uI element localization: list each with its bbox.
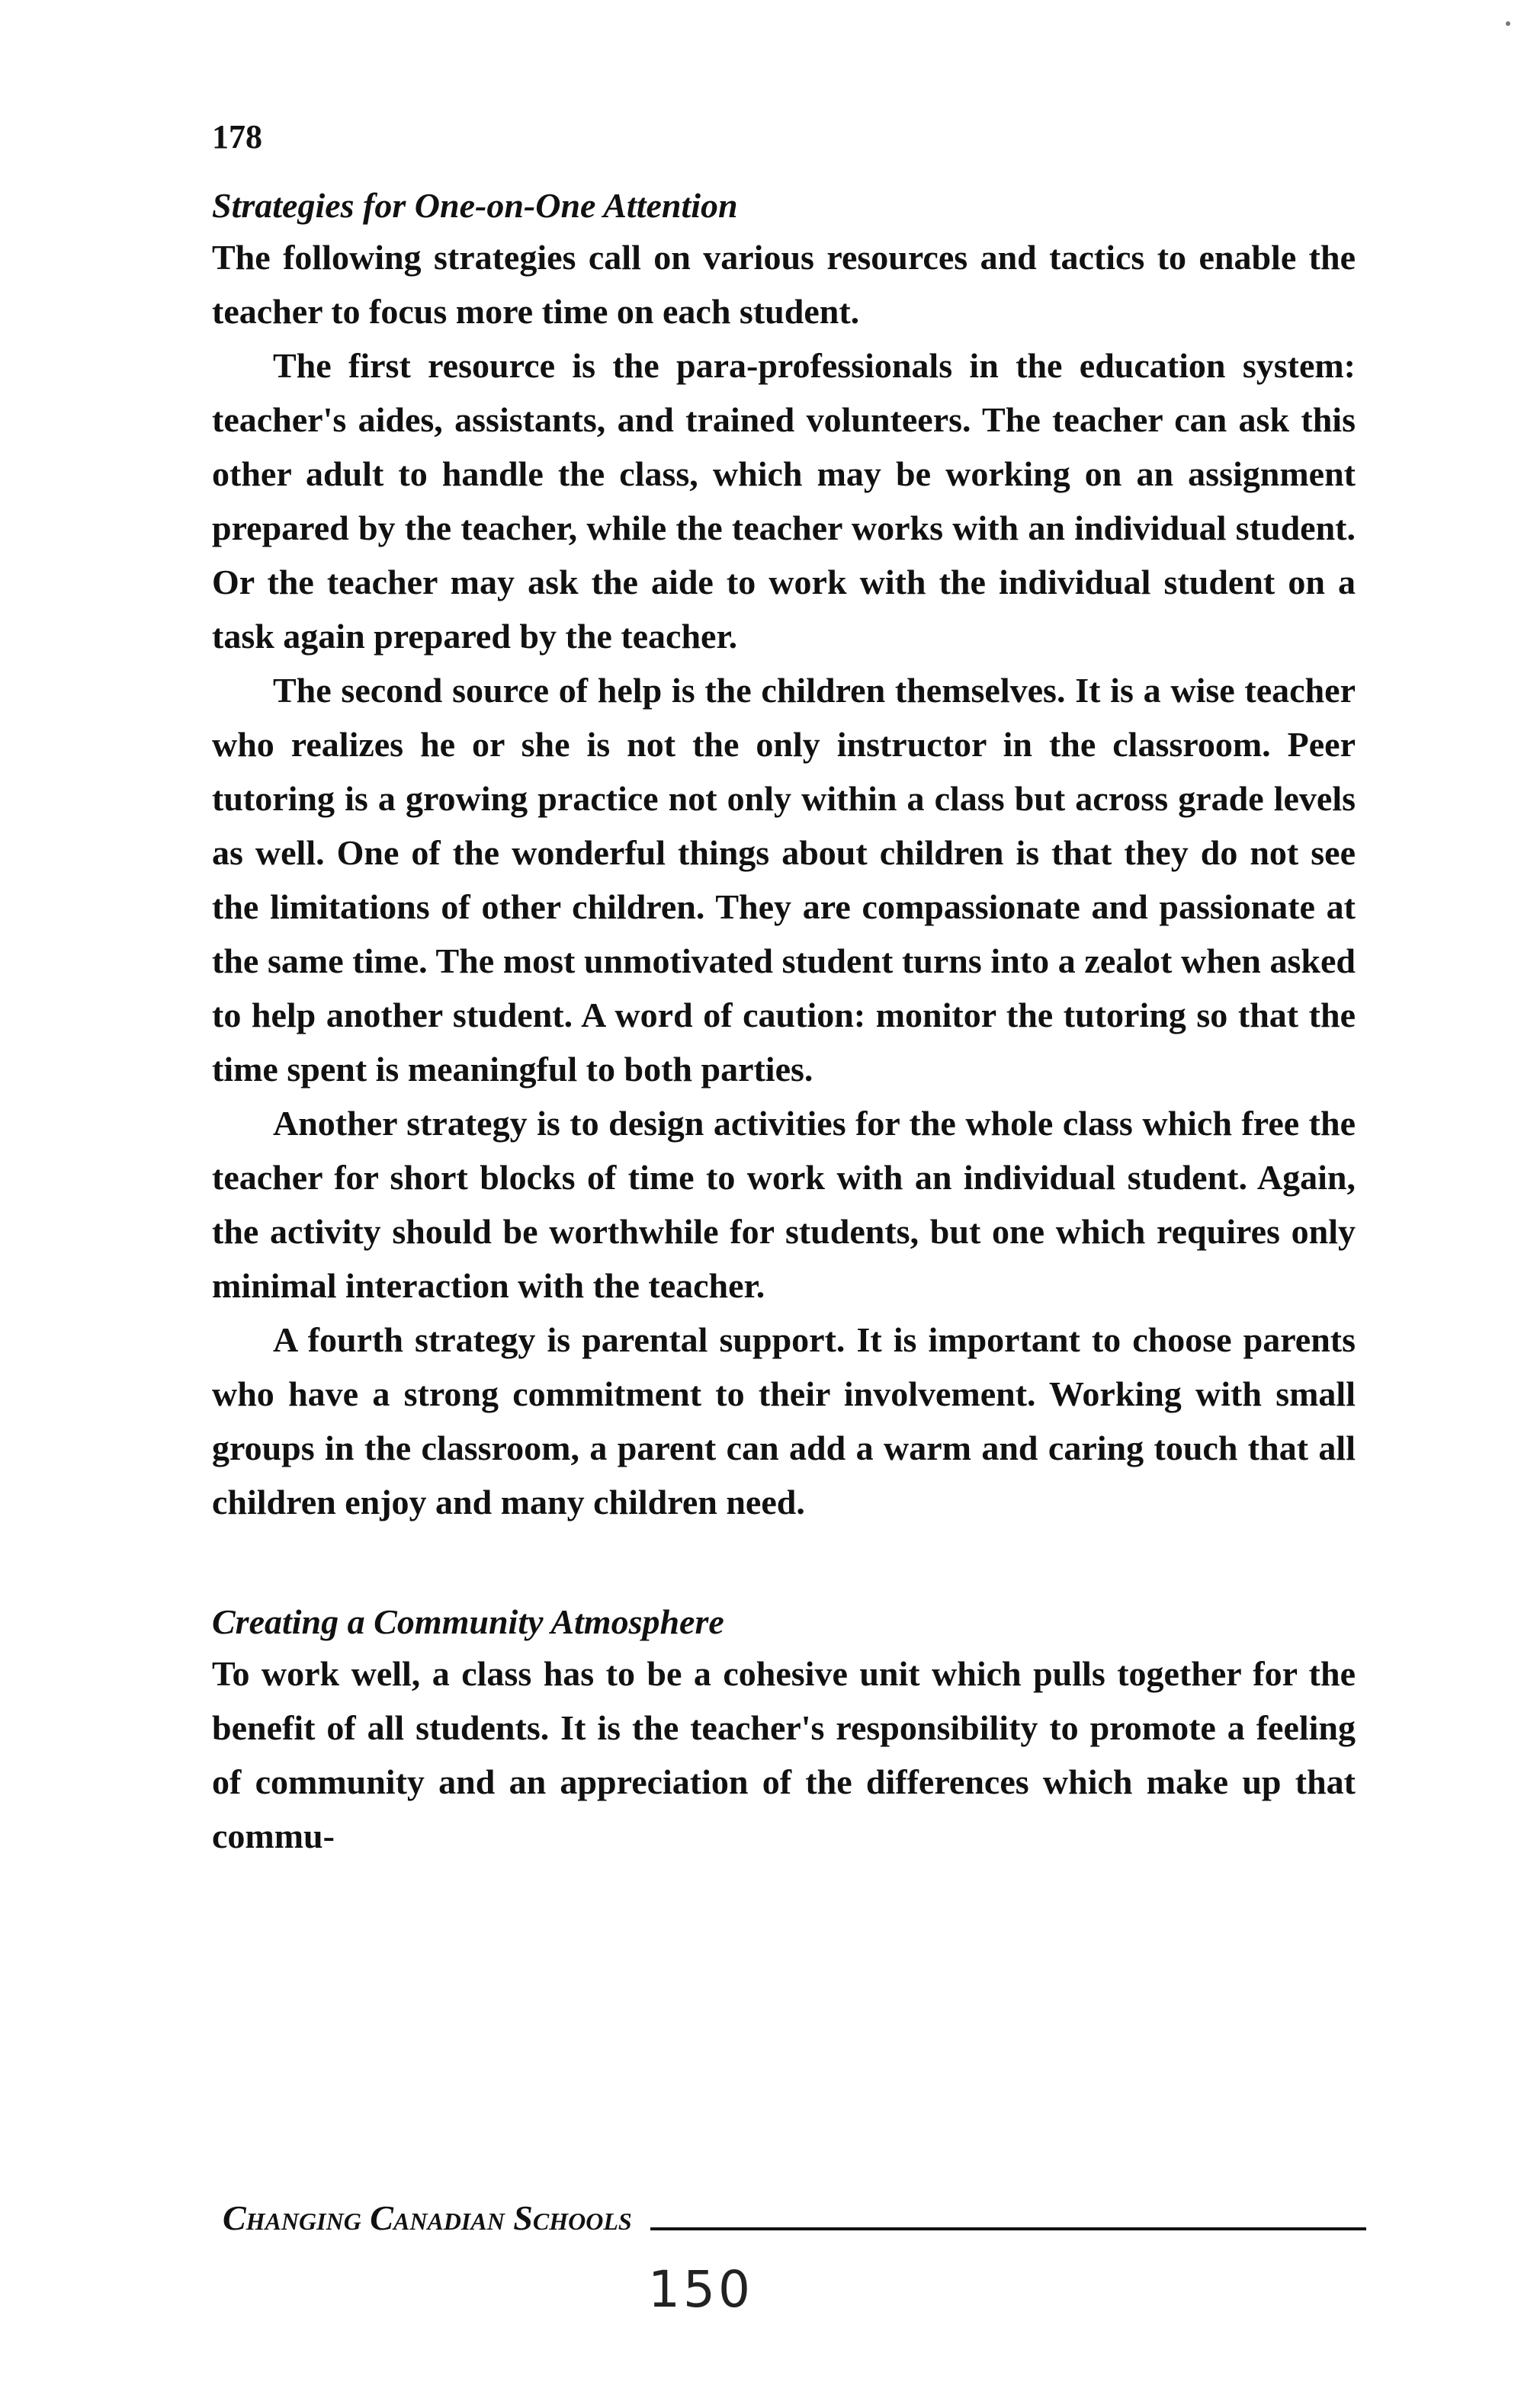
section-heading: Strategies for One-on-One Attention [212,186,738,225]
section-spacer [212,1529,1356,1598]
paragraph: Another strategy is to design activities for the whole class which free the teacher for short blocks of time to work with an individual student. Again, the activity should be worthwhile for students, but one which requires only minimal interaction with the teacher. [212,1104,1356,1305]
archive-stamp-number: 150 [648,2260,753,2319]
book-page [212,114,1356,1863]
running-footer [223,2195,1366,2241]
section-community-atmosphere [212,1598,1356,1863]
paragraph: The following strategies call on various resources and tactics to enable the teacher to focus more time on each student. [212,238,1356,331]
paragraph: A fourth strategy is parental support. It is important to choose parents who have a strong commitment to their involvement. Working with small groups in the classroom, a parent can add a warm and caring touch that all children enjoy and many children need. [212,1320,1356,1521]
section-heading: Creating a Community Atmosphere [212,1602,724,1641]
paragraph: The second source of help is the children themselves. It is a wise teacher who realizes he or she is not the only instructor in the classroom. Peer tutoring is a growing practice not only within a class but across grade levels as well. One of the wonderful things about children is that they do not see the limitations of other children. They are compassionate and passionate at the same time. The most unmotivated student turns into a zealot when asked to help another student. A word of caution: monitor the tutoring so that the time spent is meaningful to both parties. [212,671,1356,1089]
paragraph: The first resource is the para-professionals in the education system: teacher's aides, assistants, and trained volunteers. The teacher can ask this other adult to handle the class, which may be working on an assignment prepared by the teacher, while the teacher works with an individual student. Or the teacher may ask the aide to work with the individual student on a task again prepared by the teacher. [212,346,1356,656]
footer-rule [650,2227,1366,2230]
page-number: 178 [212,118,262,156]
footer-book-title: Changing Canadian Schools [223,2198,632,2237]
section-one-on-one-attention [212,181,1356,1529]
paragraph: To work well, a class has to be a cohesive unit which pulls together for the benefit of all students. It is the teacher's responsibility to promote a feeling of community and an appreciation of the differences which make up that commu- [212,1654,1356,1855]
scan-speck [1506,21,1510,26]
